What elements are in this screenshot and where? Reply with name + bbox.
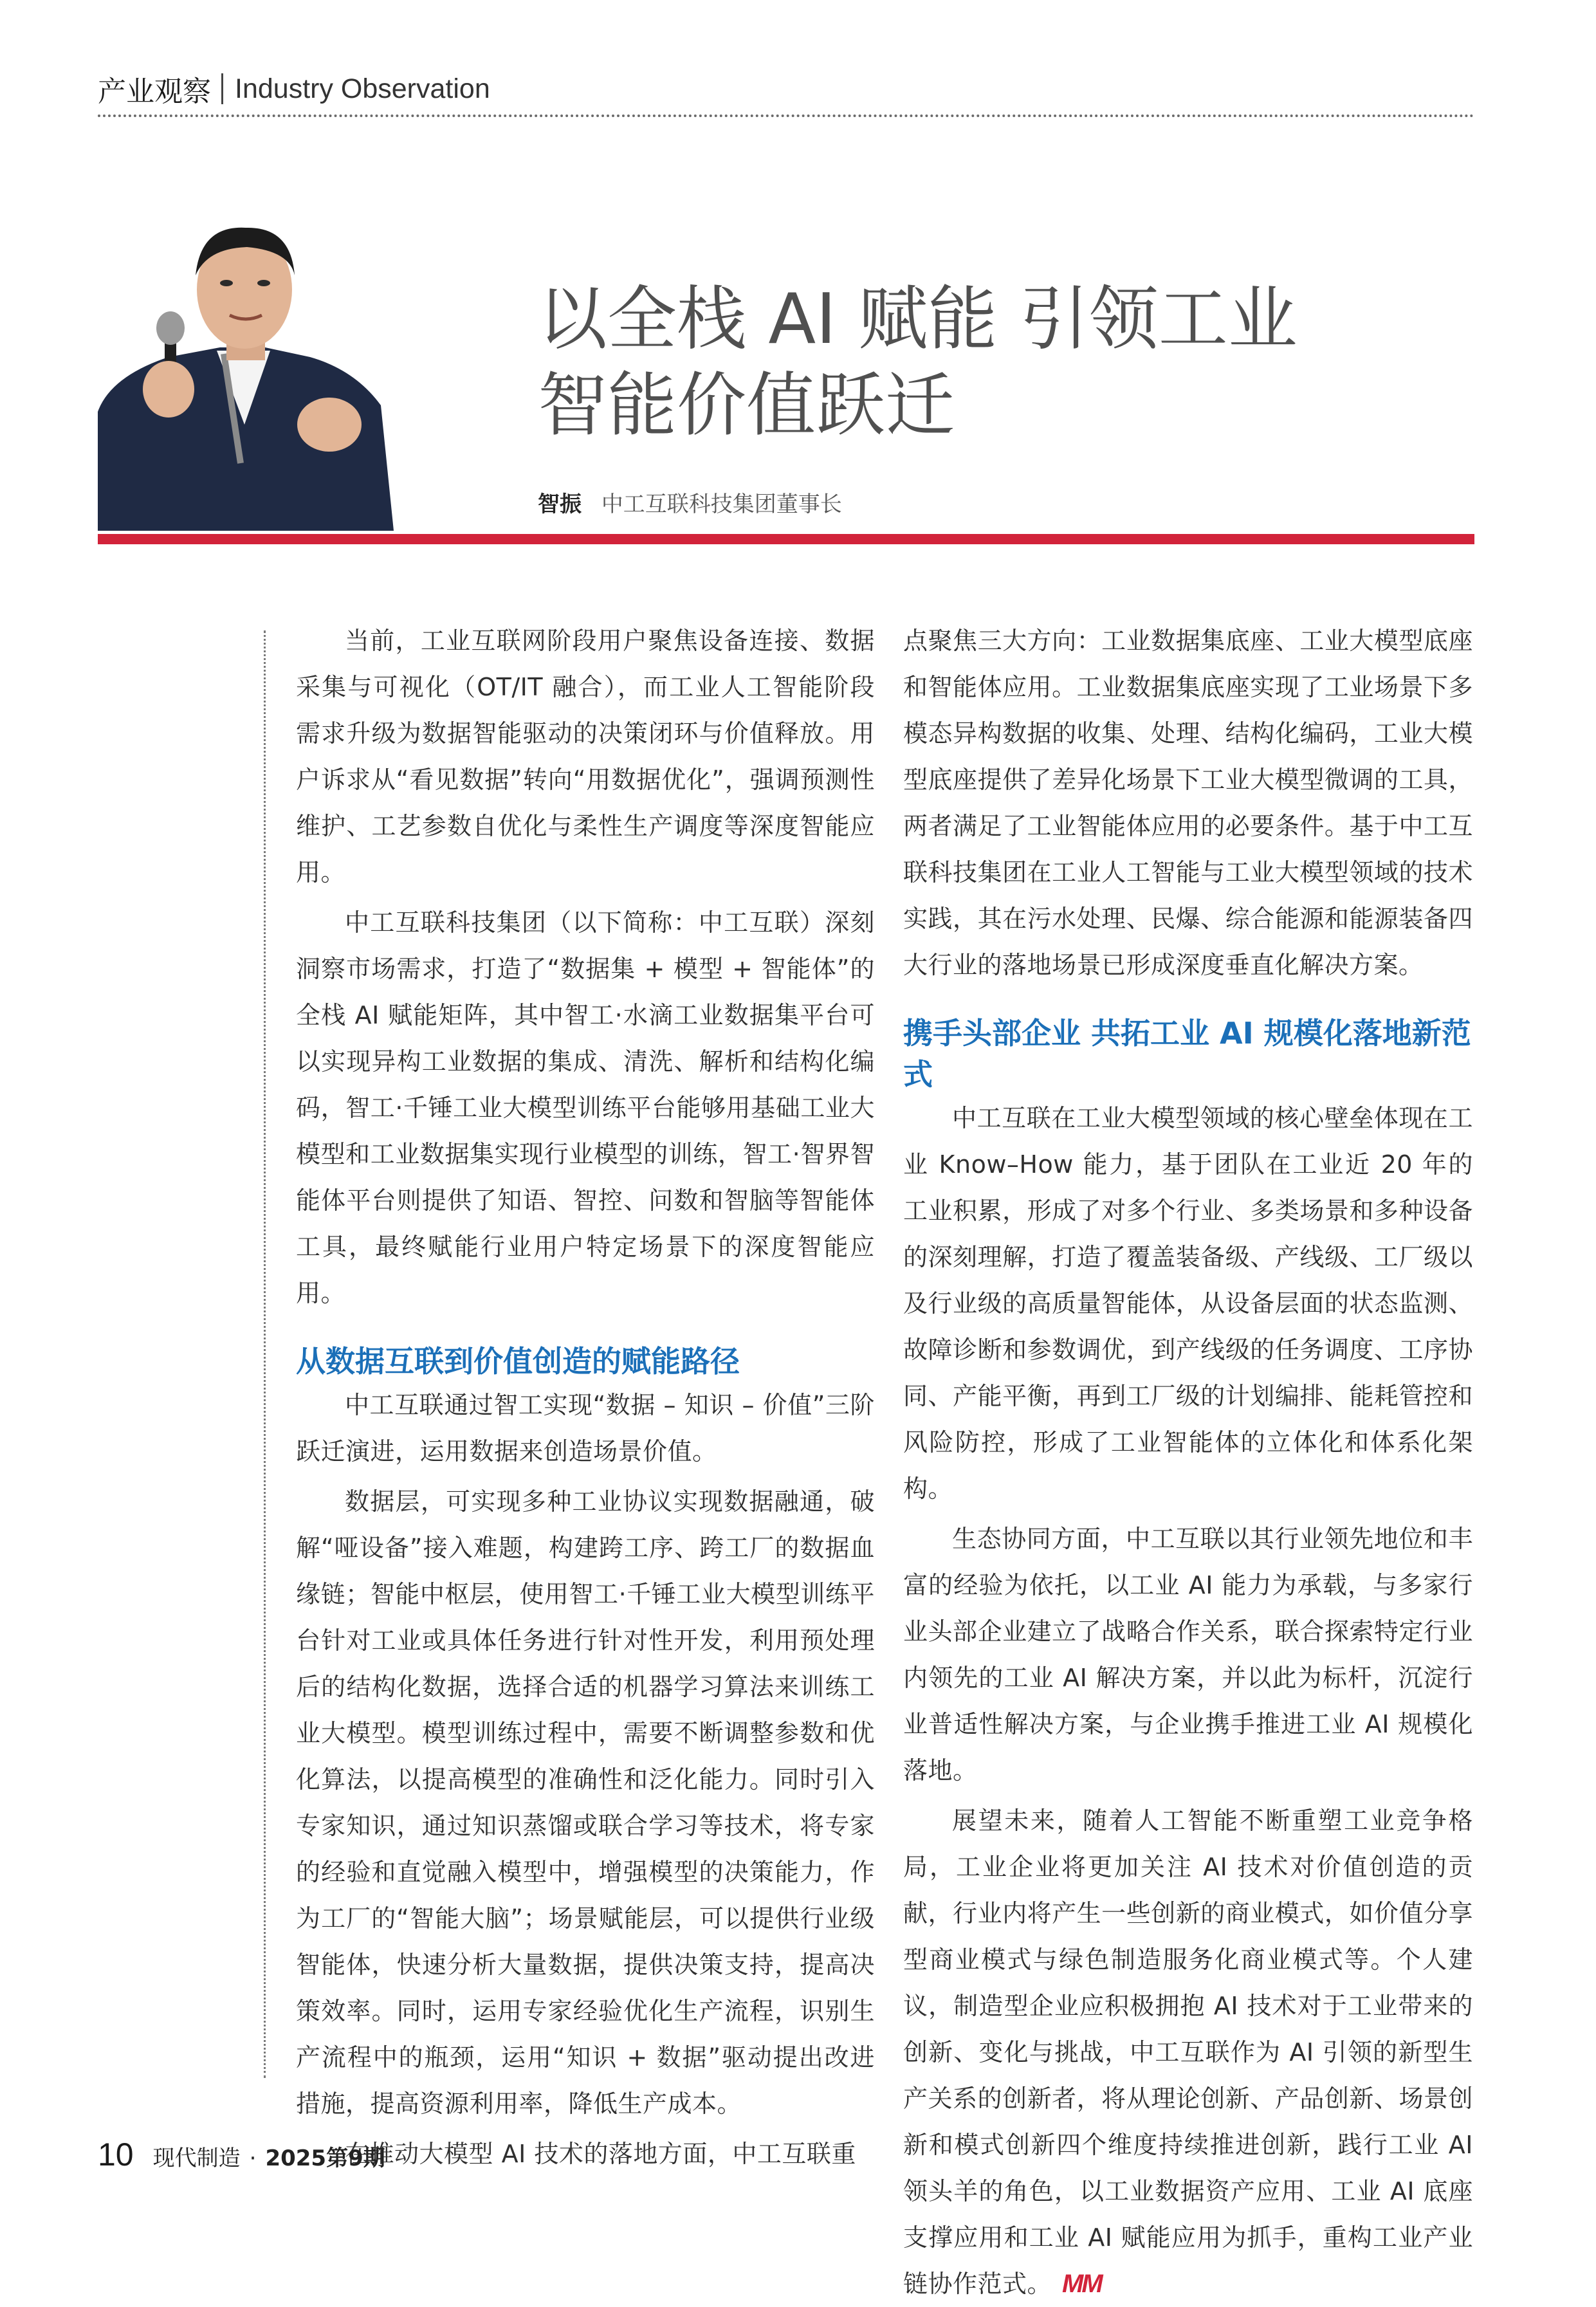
title-red-rule [98, 534, 1474, 544]
issue-label: 2025第9期 [265, 2146, 385, 2171]
body-paragraph: 中工互联在工业大模型领域的核心壁垒体现在工业 Know–How 能力，基于团队在工业近 20 年的工业积累，形成了对多个行业、多类场景和多种设备的深刻理解，打造了覆盖装备级、产线级、工厂级以及行业级的高质量智能体，从设备层面的状态监测、故障诊断和参数调优，到产线级的任务调度、工序协同、产能平衡，再到工厂级的计划编排、能耗管控和风险防控，形成了工业智能体的立体化和体系化架构。 [903, 1104, 1473, 1503]
section-heading: 携手头部企业 共拓工业 AI 规模化落地新范式 [903, 1016, 1471, 1092]
end-mark-logo: MM [1062, 2270, 1101, 2298]
page-footer [98, 2136, 385, 2173]
section-title-cn: 产业观察 [98, 75, 211, 108]
left-column [296, 618, 875, 2177]
body-paragraph: 生态协同方面，中工互联以其行业领先地位和丰富的经验为依托，以工业 AI 能力为承载，与多家行业头部企业建立了战略合作关系，联合探索特定行业内领先的工业 AI 解决方案，并以此为标杆，沉淀行业普适性解决方案，与企业携手推进工业 AI 规模化落地。 [903, 1525, 1473, 1785]
body-paragraph: 中工互联通过智工实现“数据 – 知识 – 价值”三阶跃迁演进，运用数据来创造场景价值。 [296, 1391, 875, 1466]
header-dotted-rule [98, 115, 1474, 117]
author-byline [538, 486, 842, 518]
section-divider [221, 73, 223, 104]
column-dotted-rule [264, 630, 266, 2078]
body-paragraph: 在推动大模型 AI 技术的落地方面，中工互联重 [345, 2140, 856, 2168]
page-number: 10 [98, 2137, 134, 2173]
footer-separator: · [249, 2146, 257, 2171]
author-photo [98, 219, 445, 531]
body-paragraph-final [903, 1797, 1473, 2307]
body-paragraph: 中工互联科技集团（以下简称：中工互联）深刻洞察市场需求，打造了“数据集 + 模型 + 智能体”的全栈 AI 赋能矩阵，其中智工·水滴工业数据集平台可以实现异构工业数据的集成、清洗、解析和结构化编码，智工·千锤工业大模型训练平台能够用基础工业大模型和工业数据集实现行业模型的训练，智工·智界智能体平台则提供了知语、智控、问数和智脑等智能体工具，最终赋能行业用户特定场景下的深度智能应用。 [296, 908, 875, 1307]
body-paragraph: 数据层，可实现多种工业协议实现数据融通，破解“哑设备”接入难题，构建跨工序、跨工厂的数据血缘链；智能中枢层，使用智工·千锤工业大模型训练平台针对工业或具体任务进行针对性开发，利用预处理后的结构化数据，选择合适的机器学习算法来训练工业大模型。模型训练过程中，需要不断调整参数和优化算法，以提高模型的准确性和泛化能力。同时引入专家知识，通过知识蒸馏或联合学习等技术，将专家的经验和直觉融入模型中，增强模型的决策能力，作为工厂的“智能大脑”；场景赋能层，可以提供行业级智能体，快速分析大量数据，提供决策支持，提高决策效率。同时，运用专家经验优化生产流程，识别生产流程中的瓶颈，运用“知识 + 数据”驱动提出改进措施，提高资源利用率，降低生产成本。 [296, 1487, 875, 2118]
final-paragraph-text: 展望未来，随着人工智能不断重塑工业竞争格局，工业企业将更加关注 AI 技术对价值创造的贡献，行业内将产生一些创新的商业模式，如价值分享型商业模式与绿色制造服务化商业模式等。个人建议，制造型企业应积极拥抱 AI 技术对于工业带来的创新、变化与挑战，中工互联作为 AI 引领的新型生产关系的创新者，将从理论创新、产品创新、场景创新和模式创新四个维度持续推进创新，践行工业 AI 领头羊的角色，以工业数据资产应用、工业 AI 底座支撑应用和工业 AI 赋能应用为抓手，重构工业产业链协作范式。 [903, 1806, 1473, 2298]
section-title-en: Industry Observation [235, 73, 490, 104]
author-role: 中工互联科技集团董事长 [601, 492, 842, 517]
body-paragraph: 点聚焦三大方向：工业数据集底座、工业大模型底座和智能体应用。工业数据集底座实现了工业场景下多模态异构数据的收集、处理、结构化编码，工业大模型底座提供了差异化场景下工业大模型微调的工具，两者满足了工业智能体应用的必要条件。基于中工互联科技集团在工业人工智能与工业大模型领域的技术实践，其在污水处理、民爆、综合能源和能源装备四大行业的落地场景已形成深度垂直化解决方案。 [903, 627, 1473, 979]
author-name: 智振 [538, 492, 582, 517]
magazine-name: 现代制造 [152, 2146, 241, 2171]
section-heading: 从数据互联到价值创造的赋能路径 [296, 1344, 740, 1379]
title-line-1: 以全栈 AI 赋能 引领工业 [538, 279, 1298, 360]
article-title [538, 277, 1438, 449]
right-column [903, 618, 1473, 2307]
section-header [98, 69, 490, 108]
body-paragraph: 当前，工业互联网阶段用户聚焦设备连接、数据采集与可视化（OT/IT 融合），而工业人工智能阶段需求升级为数据智能驱动的决策闭环与价值释放。用户诉求从“看见数据”转向“用数据优化”，强调预测性维护、工艺参数自优化与柔性生产调度等深度智能应用。 [296, 627, 875, 887]
title-line-2: 智能价值跃迁 [538, 365, 955, 446]
